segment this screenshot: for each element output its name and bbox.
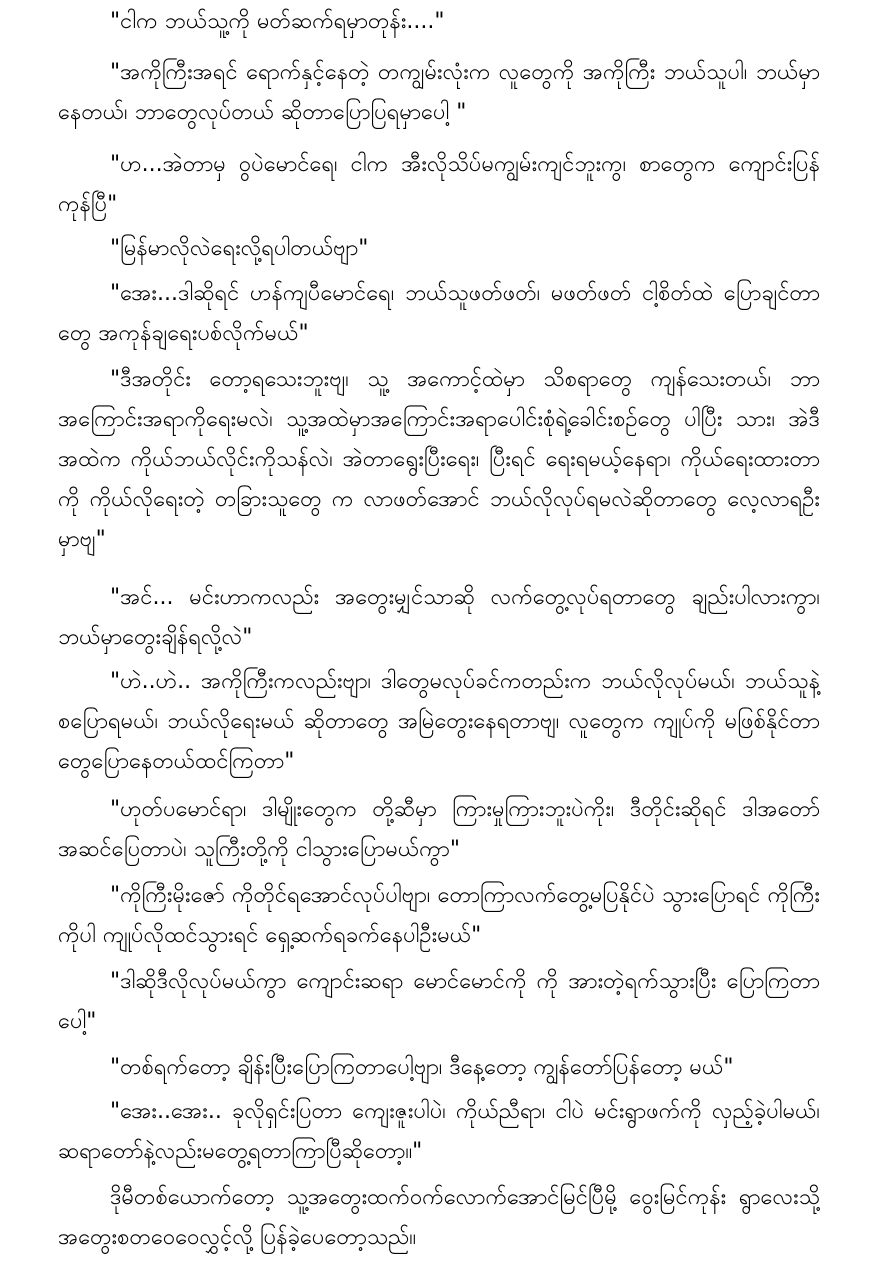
- paragraph-12: "တစ်ရက်တော့ ချိန်းပြီးပြောကြတာပေါ့ဗျာ၊ ဒီနေ့တော့ ကျွန်တော်ပြန်တော့ မယ်": [110, 1055, 734, 1080]
- paragraph-2: "အကိုကြီးအရင် ရောက်နှင့်နေတဲ့ တကျွမ်းလုံးက လူတွေကို အကိုကြီး ဘယ်သူပါ၊ ဘယ်မှာနေတယ်၊ ဘာတွေလုပ်တယ် ဆိုတာပြောပြရမှာပေါ့ ": [58, 60, 820, 125]
- paragraph-5: "အေး...ဒါဆိုရင် ဟန်ကျပီမောင်ရေ၊ ဘယ်သူဖတ်ဖတ်၊ မဖတ်ဖတ် ငါ့စိတ်ထဲ ပြောချင်တာတွေ အကုန်ချရေးပစ်လိုက်မယ်": [58, 281, 820, 346]
- paragraph-9: "ဟုတ်ပမောင်ရာ၊ ဒါမျိုးတွေက တို့ဆီမှာ ကြားမှုကြားဘူးပဲကိုး၊ ဒီတိုင်းဆိုရင် ဒါအတော် အဆင်ပြေတာပဲ၊ သူကြီးတို့ကို ငါသွားပြောမယ်ကွာ": [58, 797, 820, 862]
- paragraph-10: "ကိုကြီးမိုးဇော် ကိုတိုင်ရအောင်လုပ်ပါဗျာ၊ တောကြာလက်တွေ့မပြနိုင်ပဲ သွားပြောရင် ကိုကြီးကိုပါ ကျုပ်လိုထင်သွားရင် ရှေ့ဆက်ရခက်နေပါဦးမယ်": [58, 883, 820, 948]
- paragraph-11: "ဒါဆိုဒီလိုလုပ်မယ်ကွာ ကျောင်းဆရာ မောင်မောင်ကို ကို အားတဲ့ရက်သွားပြီး ပြောကြတာပေါ့": [58, 969, 820, 1034]
- paragraph-8: "ဟဲ..ဟဲ.. အကိုကြီးကလည်းဗျာ၊ ဒါတွေမလုပ်ခင်ကတည်းက ဘယ်လိုလုပ်မယ်၊ ဘယ်သူနဲ့ စပြောရမယ်၊ ဘယ်လိုရေးမယ် ဆိုတာတွေ အမြဲတွေးနေရတာဗျ၊ လူတွေက ကျုပ်ကို မဖြစ်နိုင်တာတွေပြောနေတယ်ထင်ကြတာ": [58, 669, 820, 774]
- paragraph-3: "ဟ...အဲတာမှ ဝွပဲမောင်ရေ၊ ငါက အီးလိုသိပ်မကျွမ်းကျင်ဘူးကွ၊ စာတွေက ကျောင်းပြန်ကုန်ပြီ": [58, 152, 820, 217]
- paragraph-14: ဒိုမီတစ်ယောက်တော့ သူ့အတွေးထက်ဝက်လောက်အောင်မြင်ပြီမို့ ဝွေးမြင်ကုန်း ရွာလေးသို့ အတွေးစတဝေဝေလွှင့်လို့ ပြန်ခဲ့ပေတော့သည်။: [58, 1185, 820, 1250]
- paragraph-4: "မြန်မာလိုလဲရေးလို့ရပါတယ်ဗျာ": [110, 236, 369, 261]
- paragraph-7: "အင်... မင်းဟာကလည်း အတွေးမျှင်သာဆို လက်တွေ့လုပ်ရတာတွေ ချည်းပါလားကွာ၊ ဘယ်မှာတွေးချိန်ရလို့လဲ": [58, 585, 820, 650]
- paragraph-13: "အေး..အေး.. ခုလိုရှင်းပြတာ ကျေးဇူးပါပဲ၊ ကိုယ်ညီရာ၊ ငါပဲ မင်းရွာဖက်ကို လှည့်ခဲ့ပါမယ်၊ ဆရာတော်နဲ့လည်းမတွေ့ရတာကြာပြီဆိုတော့။": [58, 1099, 820, 1164]
- paragraph-1: "ငါက ဘယ်သူ့ကို မတ်ဆက်ရမှာတုန်း....": [110, 9, 445, 34]
- paragraph-6: "ဒီအတိုင်း တော့ရသေးဘူးဗျ၊ သူ့ အကောင့်ထဲမှာ သိစရာတွေ ကျန်သေးတယ်၊ ဘာအကြောင်းအရာကိုရေးမလဲ၊ သူ့အထဲမှာအကြောင်းအရာပေါင်းစုံရဲ့ခေါင်းစဉ်တွေ ပါပြီး သား၊ အဲဒီအထဲက ကိုယ်ဘယ်လိုင်းကိုသန်လဲ၊ အဲတာရွေးပြီးရေး၊ ပြီးရင် ရေးရမယ့်နေရာ၊ ကိုယ်ရေးထားတာကို ကိုယ်လိုရေးတဲ့ တခြားသူတွေ က လာဖတ်အောင် ဘယ်လိုလုပ်ရမလဲဆိုတာတွေ လေ့လာရဦးမှာဗျ": [58, 367, 820, 552]
